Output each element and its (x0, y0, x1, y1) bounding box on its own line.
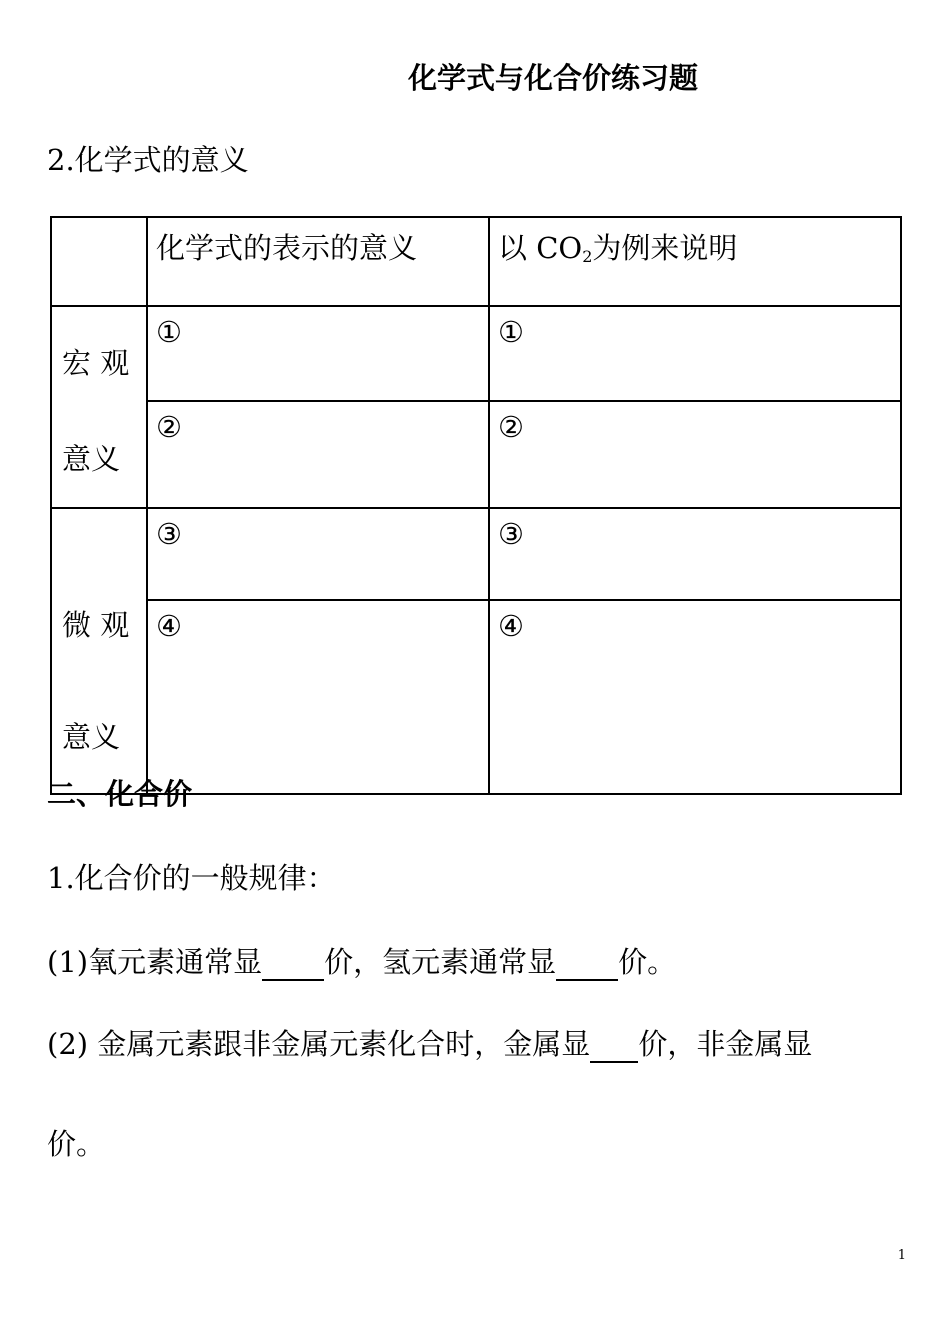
table-header-example (489, 217, 901, 306)
cell-meaning-2[interactable]: ② (147, 401, 489, 508)
macro-label-line2: 意义 (62, 442, 121, 476)
micro-label-line1: 微 观 (62, 608, 130, 642)
cell-example-3[interactable]: ③ (489, 508, 901, 600)
macro-label-line1: 宏 观 (62, 346, 130, 380)
section-heading-formula-meaning: 2.化学式的意义 (47, 143, 249, 177)
item1-text-2: 价，氢元素通常显 (324, 945, 557, 979)
item1-text-1: (1)氧元素通常显 (47, 945, 263, 979)
item2-text-1: (2) 金属元素跟非金属元素化合时，金属显 (47, 1027, 591, 1061)
cell-example-4[interactable]: ④ (489, 600, 901, 794)
blank-oxygen-valence[interactable] (262, 945, 324, 981)
section-heading-valence: 二、化合价 (47, 777, 193, 811)
cell-meaning-3[interactable]: ③ (147, 508, 489, 600)
cell-meaning-1[interactable]: ① (147, 306, 489, 401)
cell-example-2[interactable]: ② (489, 401, 901, 508)
item2-text-2: 价，非金属显 (638, 1027, 813, 1061)
formula-meaning-table (50, 216, 902, 795)
page-title: 化学式与化合价练习题 (408, 61, 699, 95)
co2-subscript: 2 (582, 247, 593, 266)
blank-hydrogen-valence[interactable] (556, 945, 618, 981)
micro-label-line2: 意义 (62, 720, 121, 754)
page-number: 1 (897, 1248, 906, 1263)
table-header-empty (51, 217, 147, 306)
table-header-meaning: 化学式的表示的意义 (147, 217, 489, 306)
example-suffix: 为例来说明 (592, 231, 738, 265)
valence-rules-heading: 1.化合价的一般规律： (47, 861, 336, 895)
valence-item-1 (47, 940, 676, 981)
cell-meaning-4[interactable]: ④ (147, 600, 489, 794)
item1-text-3: 价。 (618, 945, 677, 979)
valence-item-2 (47, 1022, 812, 1063)
row-label-micro (51, 508, 147, 794)
row-label-macro (51, 306, 147, 508)
blank-metal-valence[interactable] (590, 1027, 638, 1063)
cell-example-1[interactable]: ① (489, 306, 901, 401)
valence-item-2-continued: 价。 (47, 1127, 106, 1161)
example-prefix: 以 CO (498, 231, 583, 265)
